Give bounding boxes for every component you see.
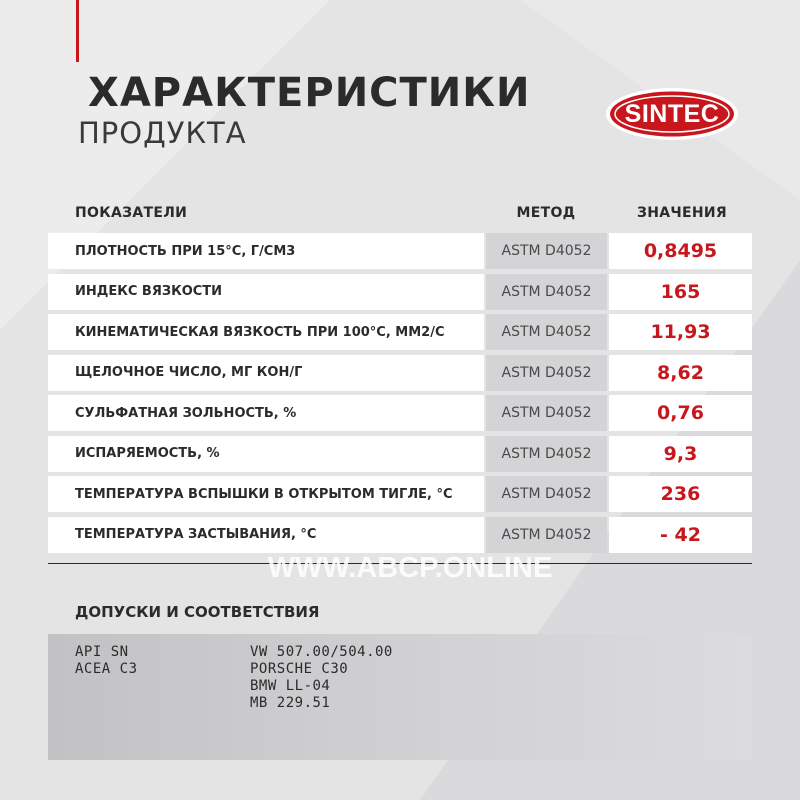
row-name: КИНЕМАТИЧЕСКАЯ ВЯЗКОСТЬ ПРИ 100°С, ММ2/С (48, 314, 484, 350)
row-value: 11,93 (609, 314, 752, 350)
row-method: ASTM D4052 (486, 314, 607, 350)
column-header-indicators: ПОКАЗАТЕЛИ (75, 205, 188, 221)
row-name: ЩЕЛОЧНОЕ ЧИСЛО, МГ КОН/Г (48, 355, 484, 391)
row-name: ИНДЕКС ВЯЗКОСТИ (48, 274, 484, 310)
approval-item: API SN (75, 644, 129, 660)
row-value: 236 (609, 476, 752, 512)
approvals-column-a (75, 644, 138, 678)
row-value: 165 (609, 274, 752, 310)
row-name: СУЛЬФАТНАЯ ЗОЛЬНОСТЬ, % (48, 395, 484, 431)
row-name: ПЛОТНОСТЬ ПРИ 15°С, Г/СМ3 (48, 233, 484, 269)
approvals-title: ДОПУСКИ И СООТВЕТСТВИЯ (75, 603, 320, 621)
table-row (48, 355, 752, 396)
accent-line (76, 0, 79, 62)
column-header-method: МЕТОД (516, 205, 576, 221)
table-row (48, 517, 752, 558)
characteristics-table (48, 233, 752, 557)
row-method: ASTM D4052 (486, 436, 607, 472)
row-method: ASTM D4052 (486, 395, 607, 431)
table-row (48, 476, 752, 517)
logo-text: SINTEC (624, 99, 720, 128)
row-method: ASTM D4052 (486, 233, 607, 269)
table-row (48, 436, 752, 477)
row-method: ASTM D4052 (486, 274, 607, 310)
sintec-logo (604, 86, 740, 142)
watermark: WWW.ABCP.ONLINE (267, 552, 553, 584)
row-value: 8,62 (609, 355, 752, 391)
approval-item: VW 507.00/504.00 (250, 644, 393, 660)
approvals-box (48, 634, 752, 760)
approval-item: PORSCHE C30 (250, 661, 349, 677)
table-row (48, 274, 752, 315)
row-name: ИСПАРЯЕМОСТЬ, % (48, 436, 484, 472)
row-value: 0,8495 (609, 233, 752, 269)
approval-item: ACEA C3 (75, 661, 138, 677)
table-row (48, 314, 752, 355)
table-row (48, 233, 752, 274)
row-value: 0,76 (609, 395, 752, 431)
row-method: ASTM D4052 (486, 476, 607, 512)
row-method: ASTM D4052 (486, 355, 607, 391)
row-method: ASTM D4052 (486, 517, 607, 553)
table-row (48, 395, 752, 436)
column-header-values: ЗНАЧЕНИЯ (637, 205, 727, 221)
approvals-column-b (250, 644, 393, 712)
page-subtitle: ПРОДУКТА (78, 116, 247, 150)
row-value: 9,3 (609, 436, 752, 472)
row-value: - 42 (609, 517, 752, 553)
page-title: ХАРАКТЕРИСТИКИ (88, 70, 531, 116)
row-name: ТЕМПЕРАТУРА ВСПЫШКИ В ОТКРЫТОМ ТИГЛЕ, °С (48, 476, 484, 512)
approval-item: BMW LL-04 (250, 678, 331, 694)
approval-item: MB 229.51 (250, 695, 331, 711)
row-name: ТЕМПЕРАТУРА ЗАСТЫВАНИЯ, °С (48, 517, 484, 553)
